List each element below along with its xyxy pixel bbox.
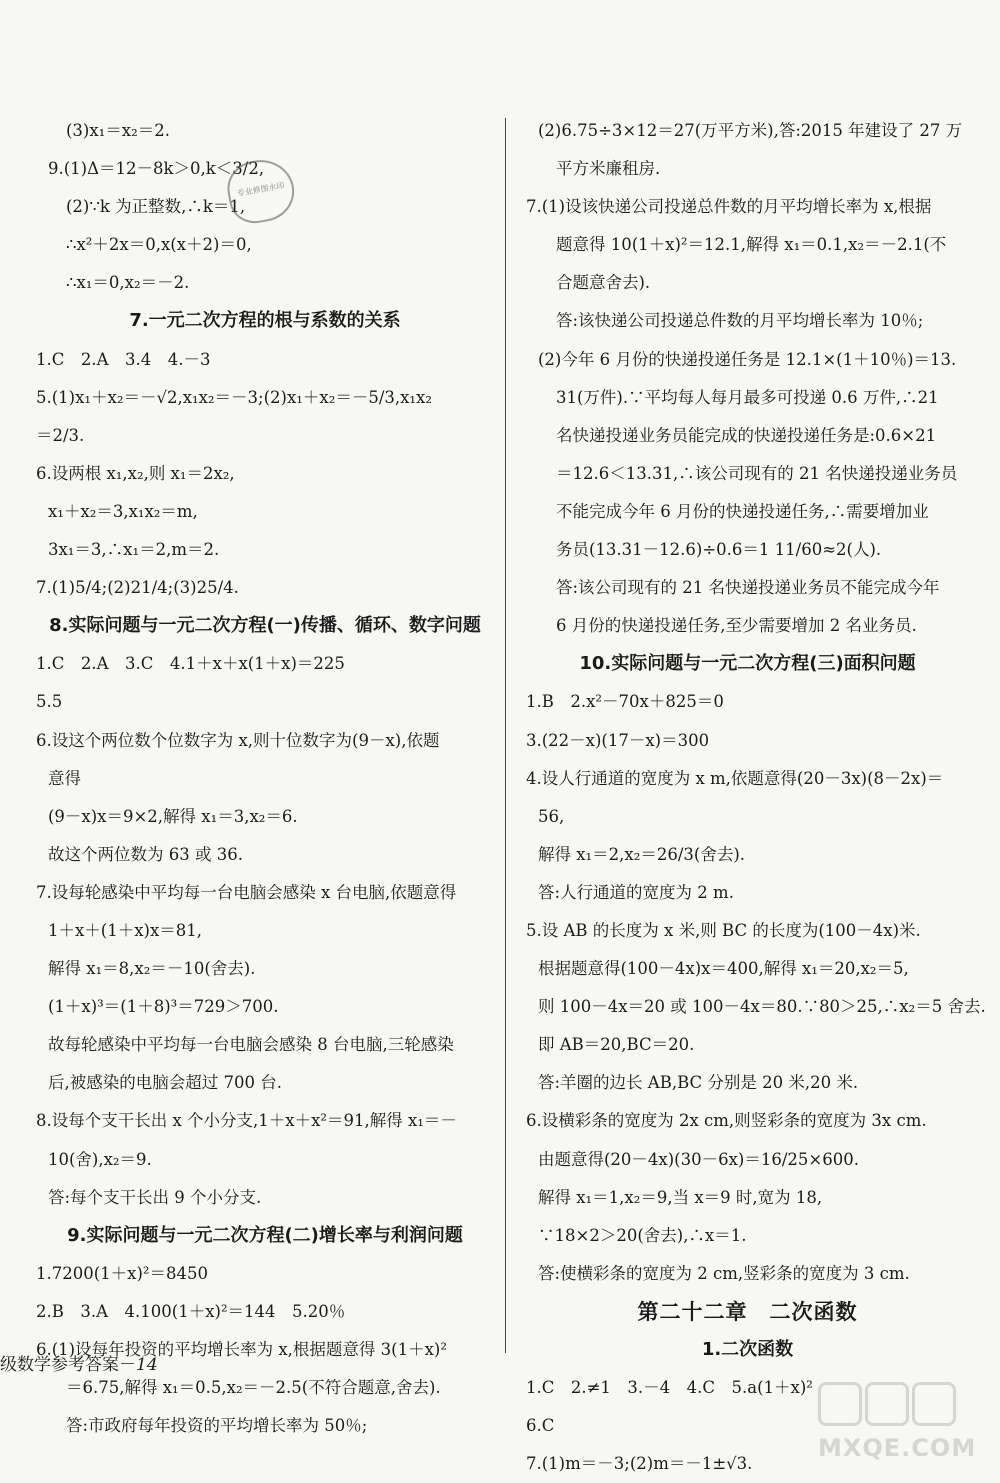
answer-line: 6.设两根 x₁,x₂,则 x₁＝2x₂,	[36, 463, 235, 483]
answer-line: 合题意舍去).	[556, 273, 651, 293]
answer-line: (2)∵k 为正整数,∴k＝1,	[66, 197, 246, 217]
answer-line: 1.7200(1＋x)²＝8450	[36, 1263, 209, 1283]
answer-line: 1.C 2.A 3.C 4.1＋x＋x(1＋x)＝225	[36, 654, 345, 674]
answer-line: ∴x²＋2x＝0,x(x＋2)＝0,	[66, 235, 252, 255]
answer-line: 故每轮感染中平均每一台电脑会感染 8 台电脑,三轮感染	[48, 1035, 454, 1055]
page-footer	[0, 1350, 158, 1375]
answer-line: 6 月份的快递投递任务,至少需要增加 2 名业务员.	[556, 616, 917, 636]
answer-line: 解得 x₁＝8,x₂＝－10(舍去).	[48, 959, 256, 979]
answer-line: 3.(22－x)(17－x)＝300	[526, 730, 710, 750]
watermark-logo-box	[865, 1382, 909, 1426]
answer-line: 题意得 10(1＋x)²＝12.1,解得 x₁＝0.1,x₂＝－2.1(不	[556, 235, 947, 255]
answer-line: 由题意得(20－4x)(30－6x)＝16/25×600.	[538, 1149, 859, 1169]
answer-line: 5.(1)x₁＋x₂＝－√2,x₁x₂＝－3;(2)x₁＋x₂＝－5/3,x₁x₂	[36, 387, 432, 407]
answer-line: 解得 x₁＝2,x₂＝26/3(舍去).	[538, 844, 745, 864]
answer-line: 则 100－4x＝20 或 100－4x＝80.∵80＞25,∴x₂＝5 舍去.	[538, 997, 986, 1017]
answer-line: 解得 x₁＝1,x₂＝9,当 x＝9 时,宽为 18,	[538, 1187, 823, 1207]
answer-line: 根据题意得(100－4x)x＝400,解得 x₁＝20,x₂＝5,	[538, 959, 909, 979]
answer-line: 8.设每个支干长出 x 个小分支,1＋x＋x²＝91,解得 x₁＝－	[36, 1111, 457, 1131]
answer-line: 后,被感染的电脑会超过 700 台.	[48, 1073, 282, 1093]
answer-line: ∴x₁＝0,x₂＝－2.	[66, 273, 190, 293]
answer-line: 答:人行通道的宽度为 2 m.	[538, 882, 734, 902]
answer-line: 平方米廉租房.	[556, 159, 661, 179]
answer-line: 答:每个支干长出 9 个小分支.	[48, 1187, 262, 1207]
left-column	[30, 112, 500, 1445]
answer-line: 7.(1)5/4;(2)21/4;(3)25/4.	[36, 578, 239, 598]
section-heading: 8.实际问题与一元二次方程(一)传播、循环、数字问题	[49, 615, 481, 637]
answer-line: (3)x₁＝x₂＝2.	[66, 121, 170, 140]
column-divider	[505, 118, 506, 1353]
answer-line: 故这个两位数为 63 或 36.	[48, 844, 243, 864]
answer-line: 6.(1)设每年投资的平均增长率为 x,根据题意得 3(1＋x)²	[36, 1340, 447, 1359]
answer-line: (1＋x)³＝(1＋8)³＝729＞700.	[48, 997, 279, 1017]
answer-line: 答:该公司现有的 21 名快递投递业务员不能完成今年	[556, 578, 940, 598]
section-heading: 9.实际问题与一元二次方程(二)增长率与利润问题	[67, 1224, 463, 1246]
answer-line: 10(舍),x₂＝9.	[48, 1149, 152, 1169]
answer-line: (2)6.75÷3×12＝27(万平方米),答:2015 年建设了 27 万	[538, 121, 963, 140]
answer-line: (2)今年 6 月份的快递投递任务是 12.1×(1＋10％)＝13.	[538, 349, 957, 369]
answer-line: 即 AB＝20,BC＝20.	[538, 1035, 695, 1055]
answer-line: 6.设横彩条的宽度为 2x cm,则竖彩条的宽度为 3x cm.	[526, 1111, 927, 1131]
answer-line: 6.C	[526, 1416, 555, 1436]
right-column	[520, 112, 986, 1483]
answer-line: 1.C 2.A 3.4 4.－3	[36, 349, 211, 369]
answer-line: (9－x)x＝9×2,解得 x₁＝3,x₂＝6.	[48, 806, 298, 826]
section-heading: 7.一元二次方程的根与系数的关系	[129, 310, 401, 332]
section-heading: 第二十二章 二次函数	[637, 1299, 858, 1324]
answer-line: 1.C 2.≠1 3.－4 4.C 5.a(1＋x)²	[526, 1378, 813, 1398]
answer-line: 答:使横彩条的宽度为 2 cm,竖彩条的宽度为 3 cm.	[538, 1263, 910, 1283]
answer-line: 4.设人行通道的宽度为 x m,依题意得(20－3x)(8－2x)＝	[526, 768, 944, 788]
answer-line: 7.(1)设该快递公司投递总件数的月平均增长率为 x,根据	[526, 197, 932, 217]
answer-line: ＝12.6＜13.31,∴该公司现有的 21 名快递投递业务员	[556, 463, 958, 483]
answer-line: 答:该快递公司投递总件数的月平均增长率为 10％;	[556, 311, 924, 331]
answer-line: 7.设每轮感染中平均每一台电脑会感染 x 台电脑,依题意得	[36, 882, 457, 902]
answer-line: 56,	[538, 806, 565, 826]
answer-line: 名快递投递业务员能完成的快递投递任务是:0.6×21	[556, 425, 937, 445]
answer-line: 6.设这个两位数个位数字为 x,则十位数字为(9－x),依题	[36, 730, 440, 750]
answer-line: 务员(13.31－12.6)÷0.6＝1 11/60≈2(人).	[556, 540, 882, 560]
watermark-logo-box	[912, 1382, 956, 1426]
answer-line: 9.(1)Δ＝12－8k＞0,k＜3/2,	[48, 159, 265, 179]
footer-label: 级数学参考答案－	[0, 1355, 136, 1375]
page-number: 14	[136, 1355, 158, 1375]
answer-line: 答:市政府每年投资的平均增长率为 50％;	[66, 1416, 368, 1436]
answer-line: ＝2/3.	[36, 425, 85, 445]
answer-line: 2.B 3.A 4.100(1＋x)²＝144 5.20％	[36, 1301, 346, 1321]
answer-line: 3x₁＝3,∴x₁＝2,m＝2.	[48, 540, 220, 560]
right-answer-lines	[520, 112, 986, 1483]
watermark-text: MXQE.COM	[818, 1434, 977, 1462]
answer-line: ∵18×2＞20(舍去),∴x＝1.	[538, 1225, 747, 1245]
stamp-text: 专业修图水印	[236, 180, 286, 199]
answer-line: 5.5	[36, 692, 63, 712]
answer-line: x₁＋x₂＝3,x₁x₂＝m,	[48, 501, 198, 521]
answer-line: 不能完成今年 6 月份的快递投递任务,∴需要增加业	[556, 501, 929, 521]
answer-line: 5.设 AB 的长度为 x 米,则 BC 的长度为(100－4x)米.	[526, 920, 921, 940]
answer-line: 意得	[48, 768, 81, 788]
site-watermark	[818, 1382, 988, 1468]
answer-line: 7.(1)m＝－3;(2)m＝－1±√3.	[526, 1454, 753, 1474]
section-heading: 10.实际问题与一元二次方程(三)面积问题	[579, 653, 916, 675]
answer-line: 1.B 2.x²－70x＋825＝0	[526, 692, 724, 712]
answer-line: ＝6.75,解得 x₁＝0.5,x₂＝－2.5(不符合题意,舍去).	[66, 1378, 441, 1398]
watermark-logo-box	[818, 1382, 862, 1426]
answer-line: 31(万件).∵平均每人每月最多可投递 0.6 万件,∴21	[556, 387, 939, 407]
section-heading: 1.二次函数	[701, 1339, 794, 1360]
left-answer-lines	[30, 112, 500, 1445]
answer-line: 答:羊圈的边长 AB,BC 分别是 20 米,20 米.	[538, 1073, 859, 1093]
answer-line: 1＋x＋(1＋x)x＝81,	[48, 920, 203, 940]
